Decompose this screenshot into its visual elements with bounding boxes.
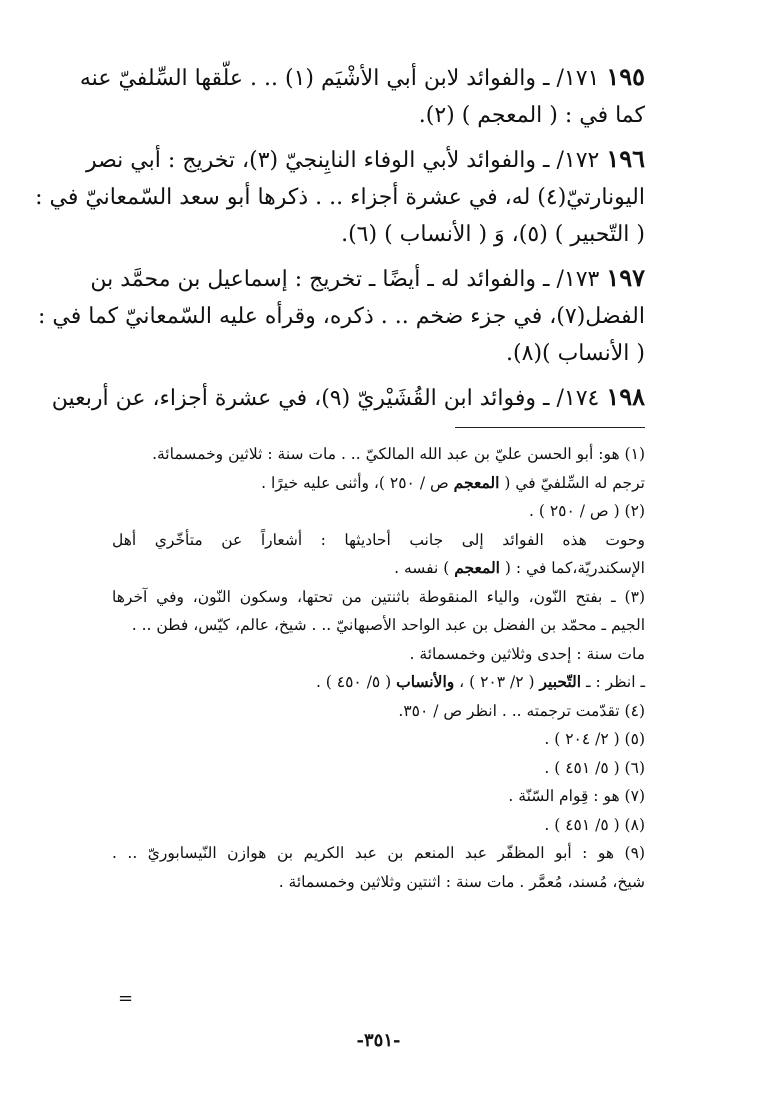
main-text bbox=[35, 58, 645, 417]
page-number: -٣٥١- bbox=[356, 1030, 401, 1051]
entry-line bbox=[35, 179, 645, 216]
footnote-bold: والأنساب bbox=[396, 672, 455, 691]
entry-text: ١٧٣/ ـ والفوائد له ـ أيضًا ـ تخريج : إسماعيل بن محمَّد بن bbox=[90, 267, 607, 292]
footnote-line bbox=[112, 554, 645, 583]
entry-text: كما في : ( المعجم ) (٢). bbox=[418, 103, 645, 128]
footnote-text: ـ انظر : ـ bbox=[581, 673, 645, 691]
entry-line bbox=[37, 298, 645, 335]
entry-line-198 bbox=[51, 378, 645, 417]
footnote-line bbox=[112, 526, 645, 555]
footnote-bold: المعجم bbox=[454, 558, 500, 577]
footnote-text: (٨) ( ٥/ ٤٥١ ) . bbox=[544, 815, 645, 834]
footnote-line bbox=[112, 440, 645, 469]
footnote-bold: المعجم bbox=[453, 472, 500, 492]
footnote-text: الإسكندريّة،كما في : ( bbox=[500, 559, 645, 577]
footnote-text: ) نفسه . bbox=[394, 559, 455, 577]
footnote-text: وحوت هذه الفوائد إلى جانب أحاديثها : أشعاراً عن متأخّري أهل bbox=[112, 530, 645, 549]
entry-text: ( الأنساب )(٨). bbox=[506, 341, 645, 366]
footnote-text: (٣) ـ بفتح النّون، والياء المنقوطة باثنتين من تحتها، وسكون النّون، وفي آخرها bbox=[112, 587, 645, 606]
footnotes bbox=[112, 440, 645, 896]
entry-line bbox=[112, 216, 645, 253]
footnote-text: ص / ٢٥٠ )، وأثنى عليه خيرًا . bbox=[261, 473, 454, 492]
entry-text: ١٧٢/ ـ والفوائد لأبي الوفاء النايِنجيّ (٣)، تخريج : أبي نصر bbox=[85, 148, 607, 173]
footnote-text: مات سنة : إحدى وثلاثين وخمسمائة . bbox=[409, 644, 645, 663]
entry-line bbox=[112, 335, 645, 372]
footnote-text: الجيم ـ محمّد بن الفضل بن عبد الواحد الأصبهانيّ .. . شيخ، عالم، كيّس، فطن .. . bbox=[131, 616, 645, 634]
entry-text: ١٧٤/ ـ وفوائد ابن القُشَيْريّ (٩)، في عشرة أجزاء، عن أربعين bbox=[51, 386, 607, 411]
entry-line-195 bbox=[79, 58, 645, 97]
entry-number: ١٩٦ bbox=[606, 144, 645, 173]
entry-number: ١٩٥ bbox=[606, 62, 645, 91]
footnote-text: (٥) ( ٢/ ٢٠٤ ) . bbox=[544, 730, 645, 748]
entry-text: ١٧١/ ـ والفوائد لابن أبي الأشْيَم (١) .. . علّقها السِّلفيّ عنه bbox=[79, 66, 607, 91]
entry-line-196 bbox=[85, 140, 645, 179]
footnote-text: شيخ، مُسند، مُعمَّر . مات سنة : اثنتين وثلاثين وخمسمائة . bbox=[278, 872, 645, 891]
footnote-line bbox=[112, 497, 645, 526]
footnote-text: (٦) ( ٥/ ٤٥١ ) . bbox=[544, 758, 645, 777]
footnote-line bbox=[112, 640, 645, 669]
footnote-line bbox=[112, 469, 645, 498]
footnote-text: (٢) ( ص / ٢٥٠ ) . bbox=[529, 502, 645, 520]
footnote-line bbox=[112, 583, 645, 612]
footnote-text: ترجم له السِّلفيّ في ( bbox=[499, 473, 645, 492]
footnote-text: (٩) هو : أبو المظفّر عبد المنعم بن عبد الكريم بن هوازن النّيسابوريّ .. . bbox=[112, 844, 645, 862]
footnote-text: (٤) تقدّمت ترجمته .. . انظر ص / ٣٥٠. bbox=[398, 701, 645, 720]
footnote-text: ( ٢/ ٢٠٣ ) ، bbox=[454, 673, 540, 691]
footnote-bold: التّحبير bbox=[539, 672, 582, 691]
footnote-text: (١) هو: أبو الحسن عليّ بن عبد الله المالكيّ .. . مات سنة : ثلاثين وخمسمائة. bbox=[152, 445, 645, 463]
entry-text: ( التّحبير ) (٥)، وَ ( الأنساب ) (٦). bbox=[341, 222, 645, 247]
footnote-line bbox=[112, 811, 645, 840]
footnote-line bbox=[112, 868, 645, 897]
entry-line-197 bbox=[90, 259, 645, 298]
continuation-mark: = bbox=[118, 988, 134, 1009]
footnote-text: ( ٥/ ٤٥٠ ) . bbox=[315, 673, 397, 691]
footnote-line bbox=[112, 697, 645, 726]
footnote-line bbox=[112, 754, 645, 783]
entry-text: الفضل(٧)، في جزء ضخم .. . ذكره، وقرأه عليه السّمعانيّ كما في : bbox=[37, 304, 645, 329]
entry-number: ١٩٨ bbox=[606, 382, 645, 411]
footnote-line bbox=[112, 782, 645, 811]
footnote-line bbox=[112, 839, 645, 868]
entry-number: ١٩٧ bbox=[606, 263, 645, 292]
footnote-divider bbox=[455, 427, 645, 428]
entry-line bbox=[112, 97, 645, 134]
entry-text: اليونارتيّ(٤) له، في عشرة أجزاء .. . ذكرها أبو سعد السّمعانيّ في : bbox=[35, 185, 645, 210]
footnote-line bbox=[112, 611, 645, 640]
footnote-line bbox=[112, 725, 645, 754]
footnote-text: (٧) هو : قِوام السّنّة . bbox=[508, 787, 645, 805]
footnote-line bbox=[112, 668, 645, 697]
